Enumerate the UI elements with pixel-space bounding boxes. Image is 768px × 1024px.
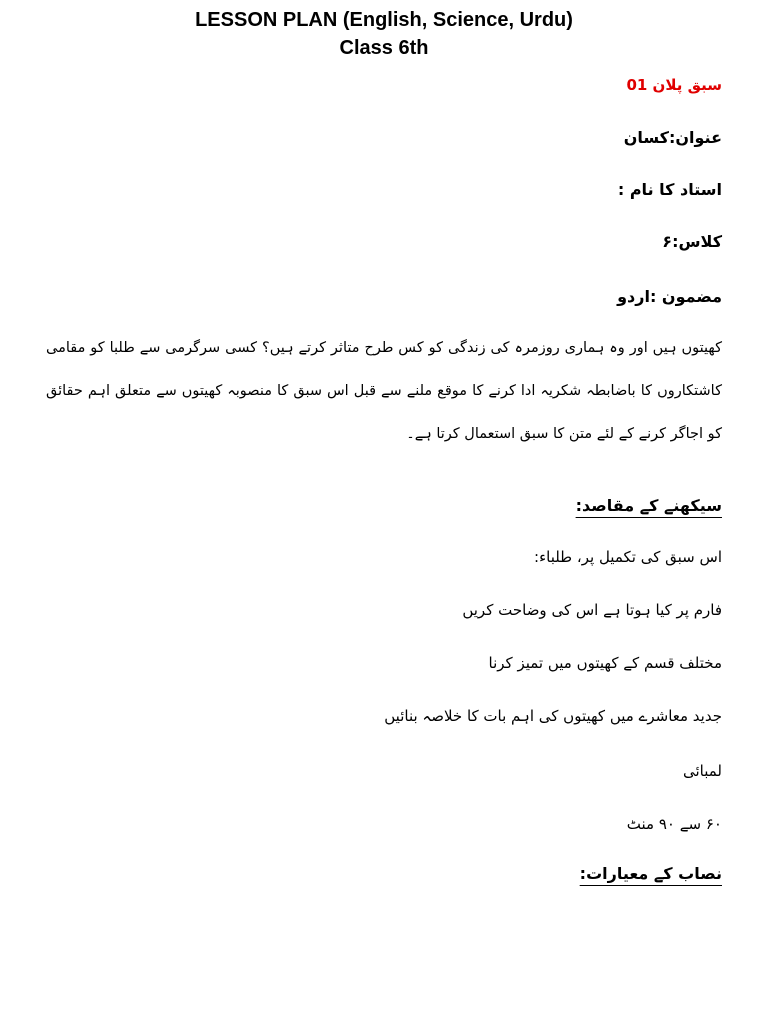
subject-label: مضمون :اردو	[617, 287, 722, 306]
objective-item: فارم پر کیا ہوتا ہے اس کی وضاحت کریں	[462, 601, 722, 619]
document-subtitle: Class 6th	[339, 37, 429, 59]
class-label: کلاس:۶	[662, 232, 722, 251]
standards-heading: نصاب کے معیارات:	[579, 864, 722, 883]
document-header	[0, 6, 768, 62]
lesson-plan-label: سبق پلان 01	[626, 76, 722, 94]
teacher-name-label: استاد کا نام :	[617, 180, 722, 199]
duration-value: ۶۰ سے ۹۰ منٹ	[626, 815, 722, 833]
document-title: LESSON PLAN (English, Science, Urdu)	[195, 9, 573, 31]
objectives-heading: سیکھنے کے مقاصد:	[575, 496, 722, 515]
objective-item: جدید معاشرے میں کھیتوں کی اہم بات کا خلاصہ بنائیں	[384, 707, 722, 725]
duration-label: لمبائی	[682, 762, 722, 780]
intro-paragraph: کھیتوں ہیں اور وہ ہماری روزمرہ کی زندگی کو کس طرح متاثر کرتے ہیں؟ کسی سرگرمی سے طلبا کو مقامی کاشتکاروں کا باضابطہ شکریہ ادا کرنے کا موقع ملنے سے قبل اس سبق کا منصوبہ کھیتوں سے متعلق اہم حقائق کو اجاگر کرنے کے لئے متن کا سبق استعمال کرتا ہے۔	[46, 340, 722, 442]
objective-item: مختلف قسم کے کھیتوں میں تمیز کرنا	[488, 654, 722, 672]
objectives-intro: اس سبق کی تکمیل پر، طلباء:	[534, 548, 722, 566]
lesson-topic: عنوان:کسان	[623, 128, 722, 147]
